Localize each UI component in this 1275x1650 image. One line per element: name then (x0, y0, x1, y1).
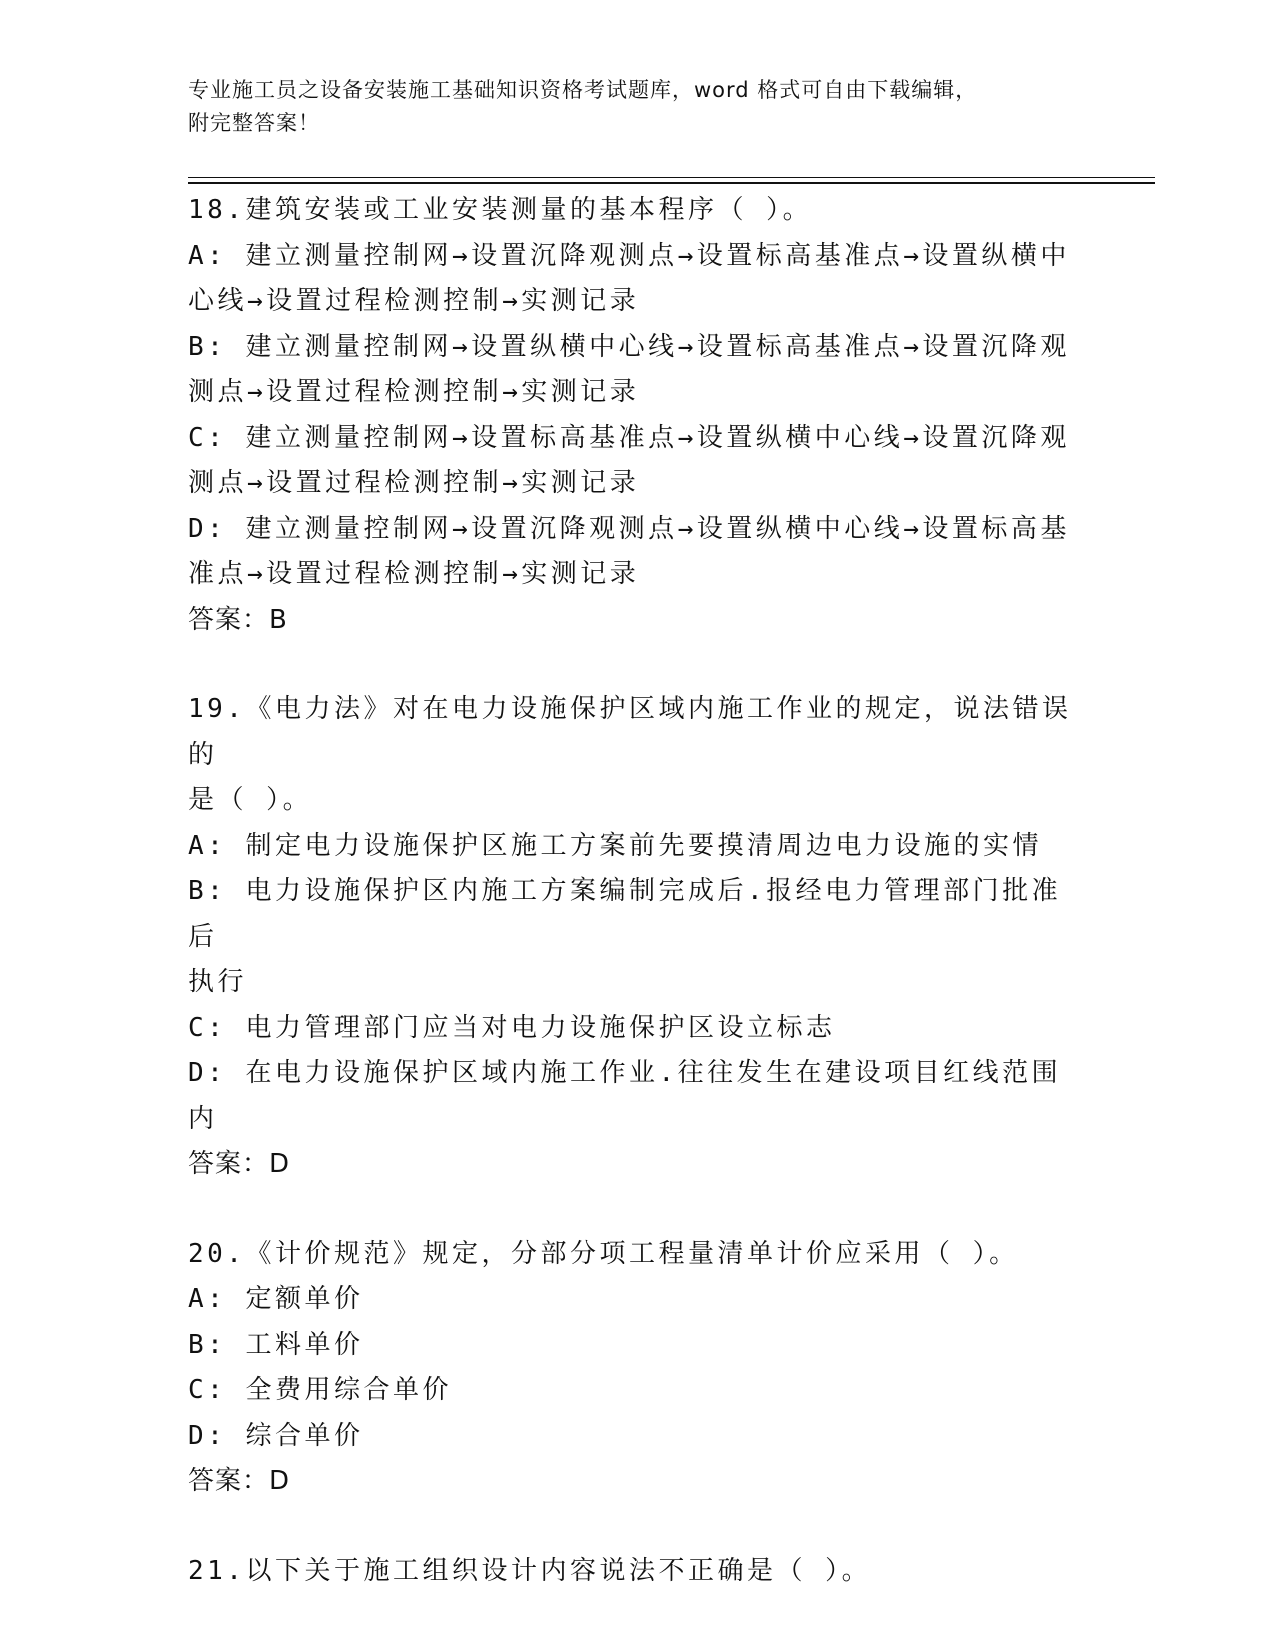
question-stem: 20.《计价规范》规定，分部分项工程量清单计价应采用（ ）。 (188, 1238, 1019, 1269)
option-d: D: 综合单价 (188, 1420, 364, 1451)
option-d: D: 建立测量控制网→设置沉降观测点→设置纵横中心线→设置标高基 (188, 513, 1070, 544)
option-d-continued: 准点→设置过程检测控制→实测记录 (188, 559, 640, 589)
header-line-2: 附完整答案！ (188, 111, 320, 135)
option-d: D: 在电力设施保护区域内施工作业.往往发生在建设项目红线范围内 (188, 1058, 1062, 1134)
header-divider-thick (188, 182, 1155, 184)
question-20 (188, 1232, 1088, 1505)
answer: 答案：D (188, 1466, 291, 1496)
option-a: A: 制定电力设施保护区施工方案前先要摸清周边电力设施的实情 (188, 830, 1042, 861)
header-line-1: 专业施工员之设备安装施工基础知识资格考试题库，word 格式可自由下载编辑， (188, 78, 978, 102)
question-stem-continued: 是（ ）。 (188, 785, 313, 815)
option-a: A: 建立测量控制网→设置沉降观测点→设置标高基准点→设置纵横中 (188, 240, 1070, 271)
option-a-continued: 心线→设置过程检测控制→实测记录 (188, 286, 640, 316)
option-a: A: 定额单价 (188, 1284, 364, 1314)
header-divider-thin (188, 177, 1155, 178)
question-21 (188, 1549, 1088, 1595)
option-b: B: 工料单价 (188, 1329, 364, 1360)
option-c: C: 建立测量控制网→设置标高基准点→设置纵横中心线→设置沉降观 (188, 422, 1070, 453)
answer: 答案：B (188, 604, 288, 635)
question-stem: 21.以下关于施工组织设计内容说法不正确是（ ）。 (188, 1555, 872, 1586)
option-c: C: 电力管理部门应当对电力设施保护区设立标志 (188, 1012, 836, 1043)
option-b-continued: 测点→设置过程检测控制→实测记录 (188, 377, 640, 407)
option-b-continued: 执行 (188, 967, 248, 997)
option-b: B: 建立测量控制网→设置纵横中心线→设置标高基准点→设置沉降观 (188, 331, 1070, 362)
question-list (188, 188, 1088, 1638)
answer: 答案：D (188, 1149, 291, 1179)
question-stem: 18.建筑安装或工业安装测量的基本程序（ ）。 (188, 195, 813, 225)
question-stem: 19.《电力法》对在电力设施保护区域内施工作业的规定，说法错误的 (188, 694, 1072, 770)
question-19 (188, 687, 1088, 1188)
option-c: C: 全费用综合单价 (188, 1375, 452, 1405)
document-header (188, 74, 1068, 140)
option-b: B: 电力设施保护区内施工方案编制完成后.报经电力管理部门批准后 (188, 876, 1062, 952)
question-18 (188, 188, 1088, 643)
option-c-continued: 测点→设置过程检测控制→实测记录 (188, 468, 640, 498)
